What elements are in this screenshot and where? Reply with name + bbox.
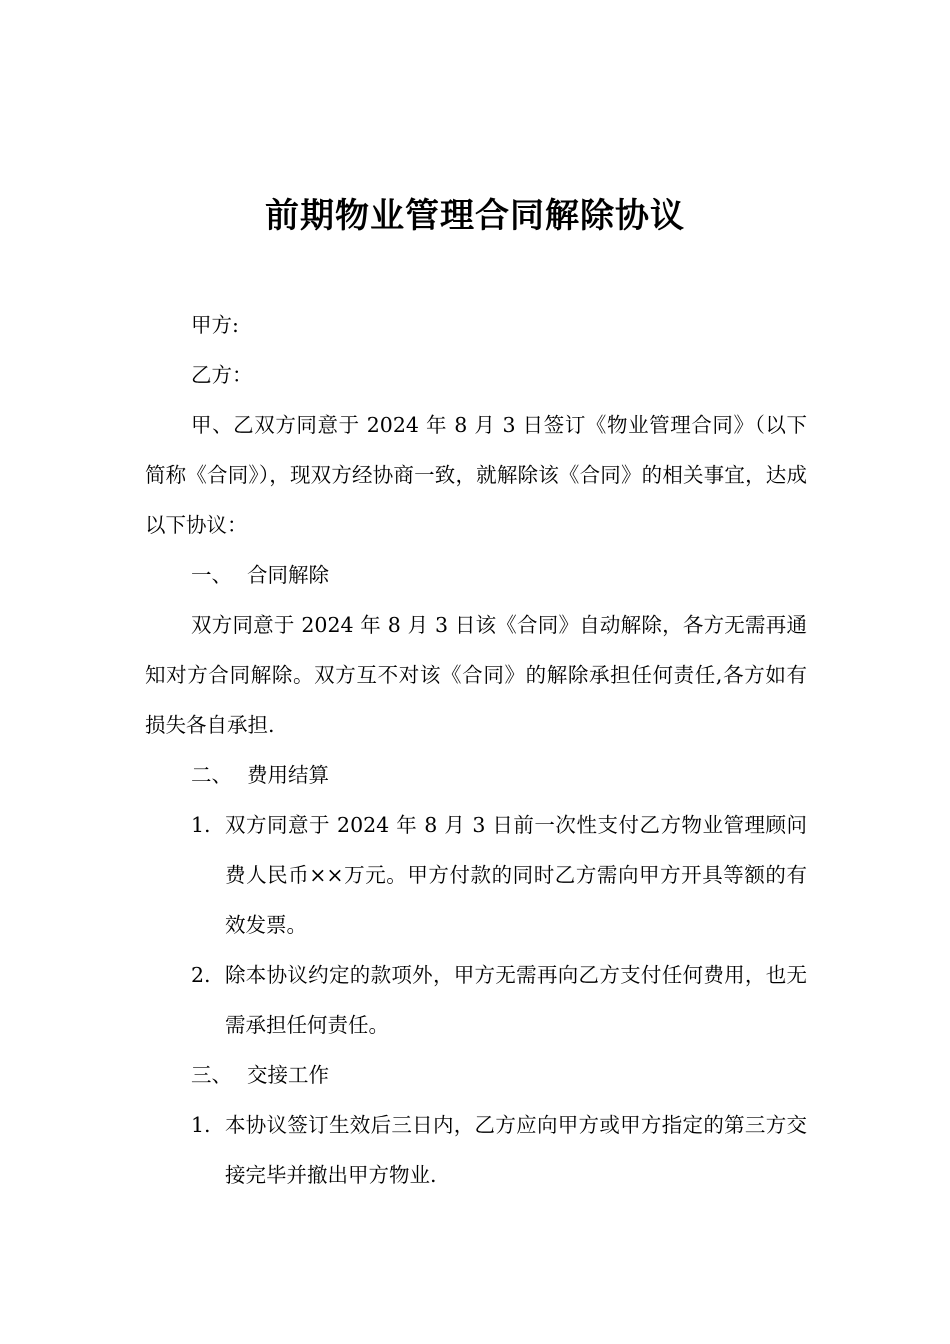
list-item-number: 2.	[191, 963, 211, 987]
list-item	[145, 950, 807, 1050]
document-body	[145, 300, 807, 1200]
section-1-heading	[145, 550, 807, 600]
section-3-title: 交接工作	[247, 1063, 329, 1087]
list-item	[145, 800, 807, 950]
section-2-title: 费用结算	[247, 763, 329, 787]
list-item	[145, 1100, 807, 1200]
intro-paragraph: 甲、乙双方同意于 2024 年 8 月 3 日签订《物业管理合同》（以下简称《合同》），现双方经协商一致，就解除该《合同》的相关事宜，达成以下协议：	[145, 413, 807, 537]
list-item-text: 除本协议约定的款项外，甲方无需再向乙方支付任何费用，也无需承担任何责任。	[225, 963, 807, 1037]
section-1-number: 一、	[191, 563, 232, 587]
section-1-title: 合同解除	[247, 563, 329, 587]
section-3-heading	[145, 1050, 807, 1100]
list-item-number: 1.	[191, 1113, 211, 1137]
section-2-heading	[145, 750, 807, 800]
list-item-number: 1.	[191, 813, 211, 837]
section-1-paragraph: 双方同意于 2024 年 8 月 3 日该《合同》自动解除，各方无需再通知对方合同解除。双方互不对该《合同》的解除承担任何责任,各方如有损失各自承担.	[145, 613, 807, 737]
section-3-number: 三、	[191, 1063, 232, 1087]
document-title: 前期物业管理合同解除协议	[265, 196, 685, 236]
party-b-label: 乙方：	[191, 363, 253, 387]
section-2-number: 二、	[191, 763, 232, 787]
list-item-text: 双方同意于 2024 年 8 月 3 日前一次性支付乙方物业管理顾问费人民币××万元。甲方付款的同时乙方需向甲方开具等额的有效发票。	[225, 813, 807, 937]
list-item-text: 本协议签订生效后三日内，乙方应向甲方或甲方指定的第三方交接完毕并撤出甲方物业.	[225, 1113, 807, 1187]
party-a-label: 甲方:	[191, 313, 239, 337]
